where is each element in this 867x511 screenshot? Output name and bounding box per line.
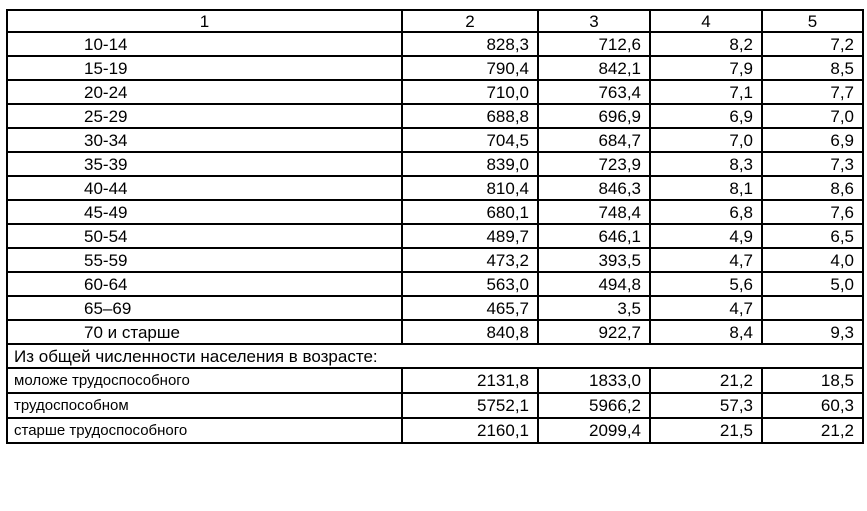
age-label: 25-29 bbox=[7, 104, 402, 128]
age-label: 15-19 bbox=[7, 56, 402, 80]
age-label: 35-39 bbox=[7, 152, 402, 176]
cell-col-3: 5966,2 bbox=[538, 393, 650, 418]
category-label: трудоспособном bbox=[7, 393, 402, 418]
table-row bbox=[7, 368, 863, 393]
cell-col-4: 8,3 bbox=[650, 152, 762, 176]
table-row bbox=[7, 248, 863, 272]
cell-col-3: 748,4 bbox=[538, 200, 650, 224]
cell-col-2: 704,5 bbox=[402, 128, 538, 152]
cell-col-3: 393,5 bbox=[538, 248, 650, 272]
cell-col-4: 7,1 bbox=[650, 80, 762, 104]
category-label: моложе трудоспособного bbox=[7, 368, 402, 393]
cell-col-4: 7,0 bbox=[650, 128, 762, 152]
cell-col-5: 9,3 bbox=[762, 320, 863, 344]
cell-col-4: 6,9 bbox=[650, 104, 762, 128]
header-col-3: 3 bbox=[538, 10, 650, 32]
cell-col-5 bbox=[762, 296, 863, 320]
cell-col-3: 842,1 bbox=[538, 56, 650, 80]
age-label: 45-49 bbox=[7, 200, 402, 224]
cell-col-2: 688,8 bbox=[402, 104, 538, 128]
table-row bbox=[7, 80, 863, 104]
cell-col-4: 4,7 bbox=[650, 248, 762, 272]
table-row bbox=[7, 104, 863, 128]
cell-col-5: 7,0 bbox=[762, 104, 863, 128]
table-row bbox=[7, 393, 863, 418]
age-label: 65–69 bbox=[7, 296, 402, 320]
header-col-1: 1 bbox=[7, 10, 402, 32]
cell-col-2: 810,4 bbox=[402, 176, 538, 200]
cell-col-3: 2099,4 bbox=[538, 418, 650, 443]
group-header-row bbox=[7, 344, 863, 368]
population-table bbox=[6, 9, 864, 444]
cell-col-3: 684,7 bbox=[538, 128, 650, 152]
cell-col-2: 5752,1 bbox=[402, 393, 538, 418]
cell-col-5: 18,5 bbox=[762, 368, 863, 393]
cell-col-2: 2160,1 bbox=[402, 418, 538, 443]
table-row bbox=[7, 296, 863, 320]
age-label: 55-59 bbox=[7, 248, 402, 272]
cell-col-5: 21,2 bbox=[762, 418, 863, 443]
cell-col-5: 6,5 bbox=[762, 224, 863, 248]
cell-col-5: 60,3 bbox=[762, 393, 863, 418]
cell-col-2: 710,0 bbox=[402, 80, 538, 104]
category-label: старше трудоспособного bbox=[7, 418, 402, 443]
cell-col-2: 563,0 bbox=[402, 272, 538, 296]
cell-col-4: 8,2 bbox=[650, 32, 762, 56]
cell-col-4: 8,1 bbox=[650, 176, 762, 200]
cell-col-5: 7,3 bbox=[762, 152, 863, 176]
cell-col-3: 763,4 bbox=[538, 80, 650, 104]
age-label: 70 и старше bbox=[7, 320, 402, 344]
header-col-4: 4 bbox=[650, 10, 762, 32]
table-row bbox=[7, 32, 863, 56]
table-row bbox=[7, 176, 863, 200]
table-row bbox=[7, 272, 863, 296]
cell-col-3: 3,5 bbox=[538, 296, 650, 320]
cell-col-4: 4,7 bbox=[650, 296, 762, 320]
cell-col-2: 828,3 bbox=[402, 32, 538, 56]
cell-col-3: 494,8 bbox=[538, 272, 650, 296]
header-col-5: 5 bbox=[762, 10, 863, 32]
age-label: 20-24 bbox=[7, 80, 402, 104]
cell-col-2: 680,1 bbox=[402, 200, 538, 224]
cell-col-4: 4,9 bbox=[650, 224, 762, 248]
cell-col-5: 4,0 bbox=[762, 248, 863, 272]
table-row bbox=[7, 418, 863, 443]
cell-col-4: 21,5 bbox=[650, 418, 762, 443]
population-table-wrapper bbox=[6, 9, 864, 444]
table-row bbox=[7, 224, 863, 248]
age-label: 10-14 bbox=[7, 32, 402, 56]
cell-col-4: 8,4 bbox=[650, 320, 762, 344]
table-row bbox=[7, 320, 863, 344]
cell-col-4: 6,8 bbox=[650, 200, 762, 224]
cell-col-2: 2131,8 bbox=[402, 368, 538, 393]
header-col-2: 2 bbox=[402, 10, 538, 32]
age-label: 40-44 bbox=[7, 176, 402, 200]
cell-col-2: 790,4 bbox=[402, 56, 538, 80]
cell-col-2: 489,7 bbox=[402, 224, 538, 248]
age-label: 60-64 bbox=[7, 272, 402, 296]
cell-col-4: 5,6 bbox=[650, 272, 762, 296]
cell-col-5: 5,0 bbox=[762, 272, 863, 296]
age-label: 50-54 bbox=[7, 224, 402, 248]
cell-col-3: 723,9 bbox=[538, 152, 650, 176]
cell-col-3: 712,6 bbox=[538, 32, 650, 56]
cell-col-2: 839,0 bbox=[402, 152, 538, 176]
cell-col-3: 922,7 bbox=[538, 320, 650, 344]
cell-col-5: 7,2 bbox=[762, 32, 863, 56]
cell-col-3: 696,9 bbox=[538, 104, 650, 128]
cell-col-3: 646,1 bbox=[538, 224, 650, 248]
table-row bbox=[7, 200, 863, 224]
cell-col-5: 6,9 bbox=[762, 128, 863, 152]
cell-col-3: 846,3 bbox=[538, 176, 650, 200]
group-header: Из общей численности населения в возрасте: bbox=[7, 344, 863, 368]
cell-col-2: 465,7 bbox=[402, 296, 538, 320]
cell-col-4: 7,9 bbox=[650, 56, 762, 80]
table-row bbox=[7, 152, 863, 176]
cell-col-3: 1833,0 bbox=[538, 368, 650, 393]
table-row bbox=[7, 56, 863, 80]
cell-col-5: 8,5 bbox=[762, 56, 863, 80]
cell-col-4: 57,3 bbox=[650, 393, 762, 418]
cell-col-5: 7,6 bbox=[762, 200, 863, 224]
age-label: 30-34 bbox=[7, 128, 402, 152]
cell-col-5: 8,6 bbox=[762, 176, 863, 200]
cell-col-2: 840,8 bbox=[402, 320, 538, 344]
table-row bbox=[7, 128, 863, 152]
header-row bbox=[7, 10, 863, 32]
cell-col-2: 473,2 bbox=[402, 248, 538, 272]
cell-col-4: 21,2 bbox=[650, 368, 762, 393]
cell-col-5: 7,7 bbox=[762, 80, 863, 104]
